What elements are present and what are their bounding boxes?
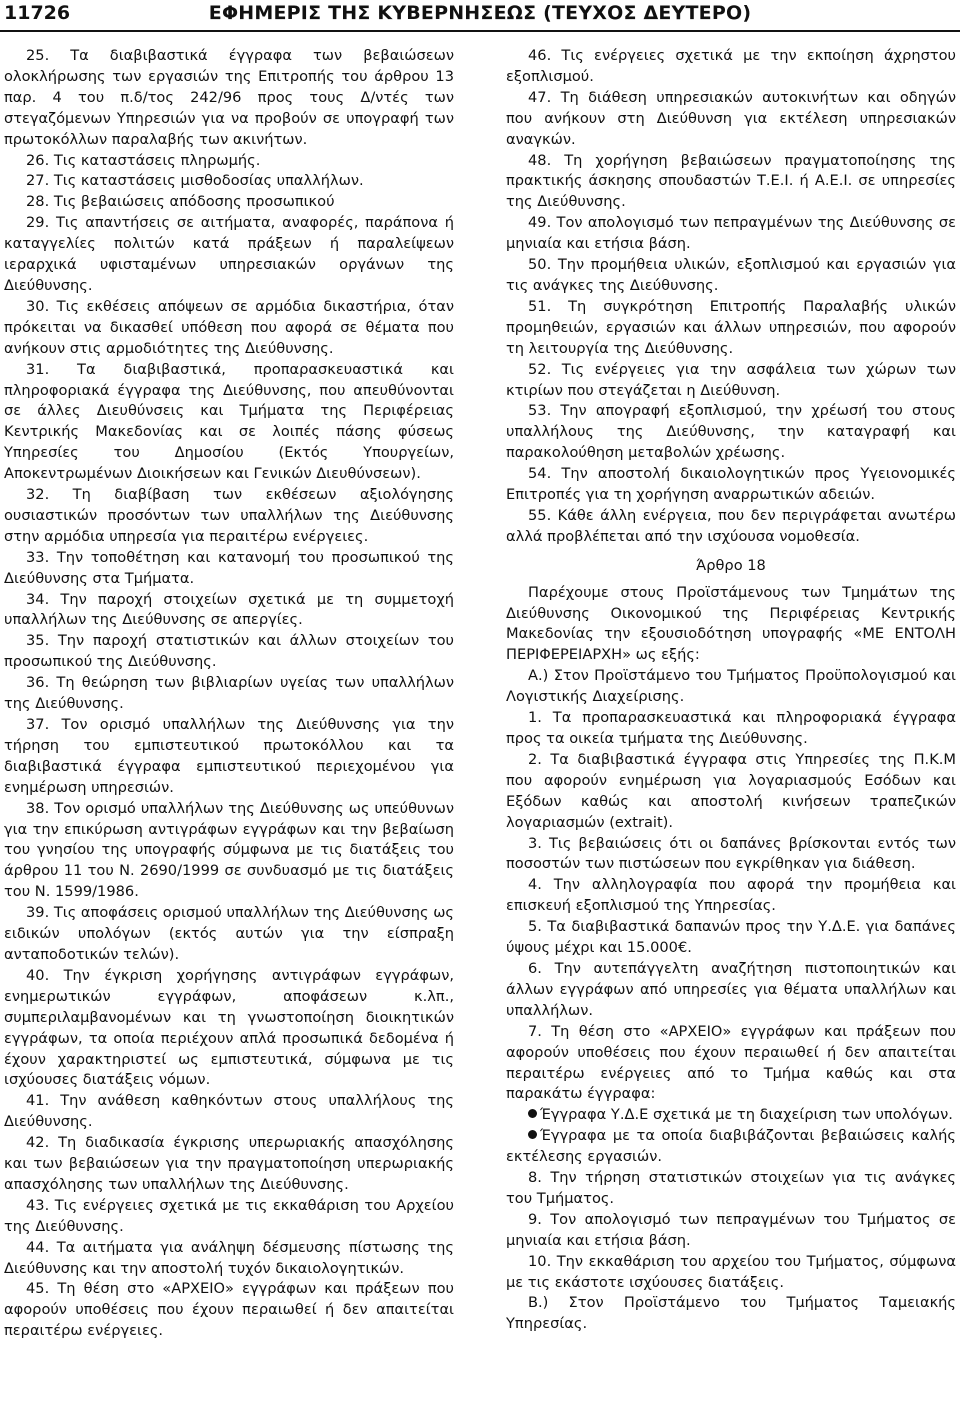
paragraph: 50. Την προμήθεια υλικών, εξοπλισμού και εργασιών για τις ανάγκες της Διεύθυνσης. [506,256,956,294]
paragraph: 4. Την αλληλογραφία που αφορά την προμήθεια και επισκευή εξοπλισμού της Υπηρεσίας. [506,876,956,915]
paragraph: 44. Τα αιτήματα για ανάληψη δέσμευσης πίστωσης της Διεύθυνσης και την αποστολή τυχόν δικαιολογητικών. [4,1238,454,1277]
paragraph: 30. Τις εκθέσεις απόψεων σε αρμόδια δικαστήρια, όταν πρόκειται να δικασθεί υπόθεση που αφορά σε θέματα που ανήκουν στις αρμοδιότητες της Διεύθυνσης. [4,297,454,357]
paragraph: 26. Τις καταστάσεις πληρωμής. [26,151,261,169]
paragraph: 28. Τις βεβαιώσεις απόδοσης προσωπικού [26,193,335,211]
left-column [4,46,454,1342]
paragraph: 52. Τις ενέργειες για την ασφάλεια των χώρων των κτιρίων που στεγάζεται η Διεύθυνση. [506,360,956,399]
header-rule [0,30,960,32]
paragraph: 40. Την έγκριση χορήγησης αντιγράφων εγγράφων, ενημερωτικών εγγράφων, αποφάσεων κ.λπ., συμπεριλαμβανομένων και τη γνωστοποίηση διοικητικών εγγράφων, τα οποία περιέχουν απλά προσωπικά δεδομένα ή έχουν χαρακτηριστεί ως εμπιστευτικά, σύμφωνα με τις ισχύουσες διατάξεις νόμων. [4,966,454,1089]
paragraph: 27. Τις καταστάσεις μισθοδοσίας υπαλλήλων. [26,172,364,190]
bullet-icon [528,1109,537,1118]
paragraph: 9. Τον απολογισμό των πεπραγμένων του Τμήματος σε μηνιαία και ετήσια βάση. [506,1210,956,1249]
paragraph: 34. Την παροχή στοιχείων σχετικά με τη συμμετοχή υπαλλήλων της Διεύθυνσης σε απεργίες. [4,590,454,629]
paragraph: 48. Τη χορήγηση βεβαιώσεων πραγματοποίησης της πρακτικής άσκησης σπουδαστών Τ.Ε.Ι. ή Α.Ε.Ι. σε υπηρεσίες της Διεύθυνσης. [506,151,956,211]
paragraph: 36. Τη θεώρηση των βιβλιαρίων υγείας των υπαλλήλων της Διεύθυνσης. [4,674,454,713]
paragraph: 25. Τα διαβιβαστικά έγγραφα των βεβαιώσεων ολοκλήρωσης των εργασιών της Επιτροπής του άρθρου 13 παρ. 4 του π.δ/τος 242/96 προς τους Δ/ντές των στεγαζόμενων Υπηρεσιών για να προβούν σε υπογραφή των πρωτοκόλλων παραλαβής των ακινήτων. [4,47,454,148]
paragraph: 29. Τις απαντήσεις σε αιτήματα, αναφορές, παράπονα ή καταγγελίες πολιτών κατά πράξεων ή παραλείψεων ιεραρχικά υφισταμένων υπηρεσιακών οργάνων της Διεύθυνσης. [4,214,454,294]
paragraph: 31. Τα διαβιβαστικά, προπαρασκευαστικά και πληροφοριακά έγγραφα της Διεύθυνσης, που απευθύνονται σε άλλες Διευθύνσεις και Τμήματα της Περιφέρειας Κεντρικής Μακεδονίας και σε λοιπές πάσης φύσεως Υπηρεσίες του Δημοσίου (Εκτός Υπουργείων, Αποκεντρωμένων Διοικήσεων και Γενικών Διευθύνσεων). [4,360,454,483]
paragraph: 2. Τα διαβιβαστικά έγγραφα στις Υπηρεσίες της Π.Κ.Μ που αφορούν ενημέρωση για λογαριασμούς Εσόδων και Εξόδων καθώς και αποστολή κινήσεων τραπεζικών λογαριασμών (extrait). [506,750,956,831]
section-a-title: Α.) Στον Προϊστάμενο του Τμήματος Προϋπολογισμού και Λογιστικής Διαχείρισης. [506,667,956,706]
paragraph: 39. Τις αποφάσεις ορισμού υπαλλήλων της Διεύθυνσης ως ειδικών υπολόγων (εκτός αυτών για την είσπραξη ανταποδοτικών τελών). [4,904,454,963]
paragraph: 43. Τις ενέργειες σχετικά με τις εκκαθάριση του Αρχείου της Διεύθυνσης. [4,1196,454,1235]
page-number: 11726 [4,2,71,24]
paragraph: 5. Τα διαβιβαστικά δαπανών προς την Υ.Δ.Ε. για δαπάνες ύψους μέχρι και 15.000€. [506,918,956,957]
paragraph: 47. Τη διάθεση υπηρεσιακών αυτοκινήτων και οδηγών που ανήκουν στη Διεύθυνση για εκτέλεση υπηρεσιακών αναγκών. [506,88,956,148]
paragraph: 8. Την τήρηση στατιστικών στοιχείων για τις ανάγκες του Τμήματος. [506,1169,956,1207]
paragraph: 35. Την παροχή στατιστικών και άλλων στοιχείων του προσωπικού της Διεύθυνσης. [4,632,454,671]
paragraph: 7. Τη θέση στο «ΑΡΧΕΙΟ» εγγράφων και πράξεων που αφορούν υποθέσεις που έχουν περαιωθεί ή δεν απαιτείται περαιτέρω ενέργειες από το Τμήμα καθώς και στα παρακάτω έγγραφα: [506,1022,956,1103]
paragraph: 6. Την αυτεπάγγελτη αναζήτηση πιστοποιητικών και άλλων εγγράφων από υπηρεσίες για θέματα υπαλλήλων και υπαλλήλων. [506,959,956,1019]
paragraph: 41. Την ανάθεση καθηκόντων στους υπαλλήλους της Διεύθυνσης. [4,1092,454,1131]
paragraph: 54. Την αποστολή δικαιολογητικών προς Υγειονομικές Επιτροπές για τη χορήγηση αναρρωτικών αδειών. [506,465,956,504]
right-column [506,46,956,1335]
bullet-item [506,1105,956,1126]
paragraph: 3. Τις βεβαιώσεις ότι οι δαπάνες βρίσκονται εντός των ποσοστών των πιστώσεων που εγκρίθηκαν για διάθεση. [506,834,956,873]
bullet-text: Έγγραφα με τα οποία διαβιβάζονται βεβαιώσεις καλής εκτέλεσης εργασιών. [506,1127,956,1166]
paragraph: 46. Τις ενέργειες σχετικά με την εκποίηση άχρηστου εξοπλισμού. [506,47,956,85]
paragraph: 53. Την απογραφή εξοπλισμού, την χρέωσή του στους υπαλλήλους της Διεύθυνσης, την καταγραφή και παρακολούθηση μεταβολών χρέωσης. [506,402,956,462]
paragraph: 10. Την εκκαθάριση του αρχείου του Τμήματος, σύμφωνα με τις εκάστοτε ισχύουσες διατάξεις. [506,1252,956,1291]
section-b-title: Β.) Στον Προϊστάμενο του Τμήματος Ταμειακής Υπηρεσίας. [506,1294,956,1333]
page-header [0,0,960,26]
paragraph: 37. Τον ορισμό υπαλλήλων της Διεύθυνσης για την τήρηση του εμπιστευτικού πρωτοκόλλου και τα διαβιβαστικά έγγραφα εμπιστευτικού περιεχομένου για ενημέρωση υπηρεσιών. [4,716,454,796]
paragraph: 45. Τη θέση στο «ΑΡΧΕΙΟ» εγγράφων και πράξεων που αφορούν υποθέσεις που έχουν περαιωθεί ή δεν απαιτείται περαιτέρω ενέργειες. [4,1280,454,1340]
paragraph: 33. Την τοποθέτηση και κατανομή του προσωπικού της Διεύθυνσης στα Τμήματα. [4,548,454,587]
paragraph: 1. Τα προπαρασκευαστικά και πληροφοριακά έγγραφα προς τα οικεία τμήματα της Διεύθυνσης. [506,709,956,747]
bullet-icon [528,1130,537,1139]
paragraph: 51. Τη συγκρότηση Επιτροπής Παραλαβής υλικών προμηθειών, εργασιών και άλλων υπηρεσιών, που αφορούν τη λειτουργία της Διεύθυνσης. [506,297,956,357]
paragraph: 38. Τον ορισμό υπαλλήλων της Διεύθυνσης ως υπεύθυνων για την επικύρωση αντιγράφων εγγράφων και την βεβαίωση του γνησίου της υπογραφής σύμφωνα με τις διατάξεις του άρθρου 11 του Ν. 2690/1999 σε συνδυασμό με τις διατάξεις του Ν. 1599/1986. [4,799,454,901]
paragraph: 55. Κάθε άλλη ενέργεια, που δεν περιγράφεται ανωτέρω αλλά προβλέπεται από την ισχύουσα νομοθεσία. [506,506,956,545]
article-heading: Άρθρο 18 [696,556,766,574]
paragraph: 49. Τον απολογισμό των πεπραγμένων της Διεύθυνσης σε μηνιαία και ετήσια βάση. [506,214,956,253]
bullet-item [506,1126,956,1168]
paragraph: 42. Τη διαδικασία έγκρισης υπερωριακής απασχόλησης και των βεβαιώσεων για την πραγματοποίηση υπερωριακής απασχόλησης των υπαλλήλων της Διεύθυνσης. [4,1134,454,1193]
paragraph: 32. Τη διαβίβαση των εκθέσεων αξιολόγησης ουσιαστικών προσόντων των υπαλλήλων της Διεύθυνσης στην αρμόδια υπηρεσία για περαιτέρω ενέργειες. [4,486,454,545]
article-intro: Παρέχουμε στους Προϊστάμενους των Τμημάτων της Διεύθυνσης Οικονομικού της Περιφέρειας Κεντρικής Μακεδονίας την εξουσιοδότηση υπογραφής «ΜΕ ΕΝΤΟΛΗ ΠΕΡΙΦΕΡΕΙΑΡΧΗ» ως εξής: [506,583,956,664]
gazette-title: ΕΦΗΜΕΡΙΣ ΤΗΣ ΚΥΒΕΡΝΗΣΕΩΣ (ΤΕΥΧΟΣ ΔΕΥΤΕΡΟ) [208,2,752,24]
bullet-text: Έγγραφα Υ.Δ.Ε σχετικά με τη διαχείριση των υπολόγων. [540,1106,953,1124]
